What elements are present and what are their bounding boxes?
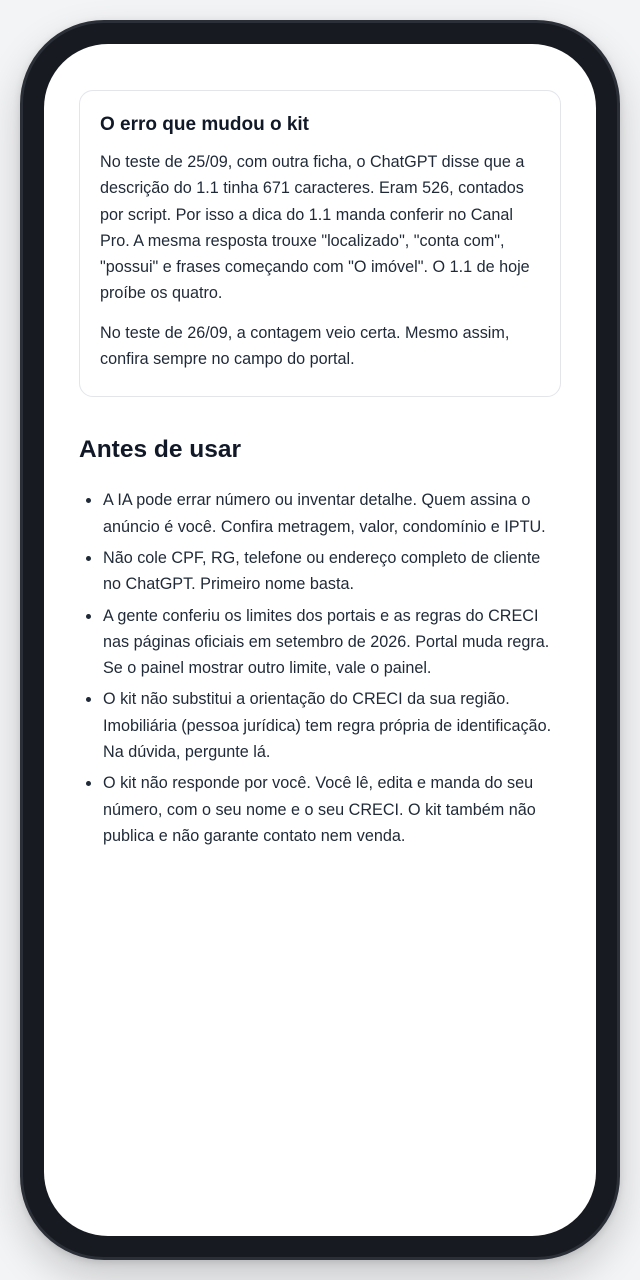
bullet-icon — [86, 781, 91, 786]
phone-frame — [20, 20, 620, 1260]
error-callout-card — [79, 90, 561, 397]
list-item — [79, 686, 561, 765]
list-item-text: O kit não substitui a orientação do CRECI da sua região. Imobiliária (pessoa jurídica) tem regra própria de identificação. Na dúvida, pergunte lá. — [103, 690, 552, 762]
bullet-icon — [86, 498, 91, 503]
list-item-text: O kit não responde por você. Você lê, edita e manda do seu número, com o seu nome e o seu CRECI. O kit também não publica e não garante contato nem venda. — [103, 774, 536, 845]
list-item-text: A IA pode errar número ou inventar detalhe. Quem assina o anúncio é você. Confira metragem, valor, condomínio e IPTU. — [103, 491, 546, 536]
bullet-icon — [86, 614, 91, 619]
bullet-icon — [86, 556, 91, 561]
phone-screen[interactable] — [44, 44, 596, 1236]
before-use-list — [79, 487, 561, 849]
list-item — [79, 770, 561, 849]
list-item — [79, 603, 561, 682]
list-item-text: Não cole CPF, RG, telefone ou endereço completo de cliente no ChatGPT. Primeiro nome basta. — [103, 548, 541, 594]
list-item-text: A gente conferiu os limites dos portais e as regras do CRECI nas páginas oficiais em setembro de 2026. Portal muda regra. Se o painel mostrar outro limite, vale o painel. — [103, 606, 550, 678]
bullet-icon — [86, 697, 91, 702]
page-content — [79, 90, 561, 854]
list-item — [79, 545, 561, 598]
callout-paragraph: No teste de 26/09, a contagem veio certa. Mesmo assim, confira sempre no campo do portal. — [100, 323, 510, 369]
section-title-before-use: Antes de usar — [79, 436, 242, 464]
list-item — [79, 487, 561, 540]
callout-paragraph: No teste de 25/09, com outra ficha, o ChatGPT disse que a descrição do 1.1 tinha 671 caracteres. Eram 526, contados por script. Por isso a dica do 1.1 manda conferir no Canal Pro. A mesma resposta trouxe "localizado", "conta com", "possui" e frases começando com "O imóvel". O 1.1 de hoje proíbe os quatro. — [100, 153, 530, 303]
callout-title: O erro que mudou o kit — [100, 114, 310, 135]
